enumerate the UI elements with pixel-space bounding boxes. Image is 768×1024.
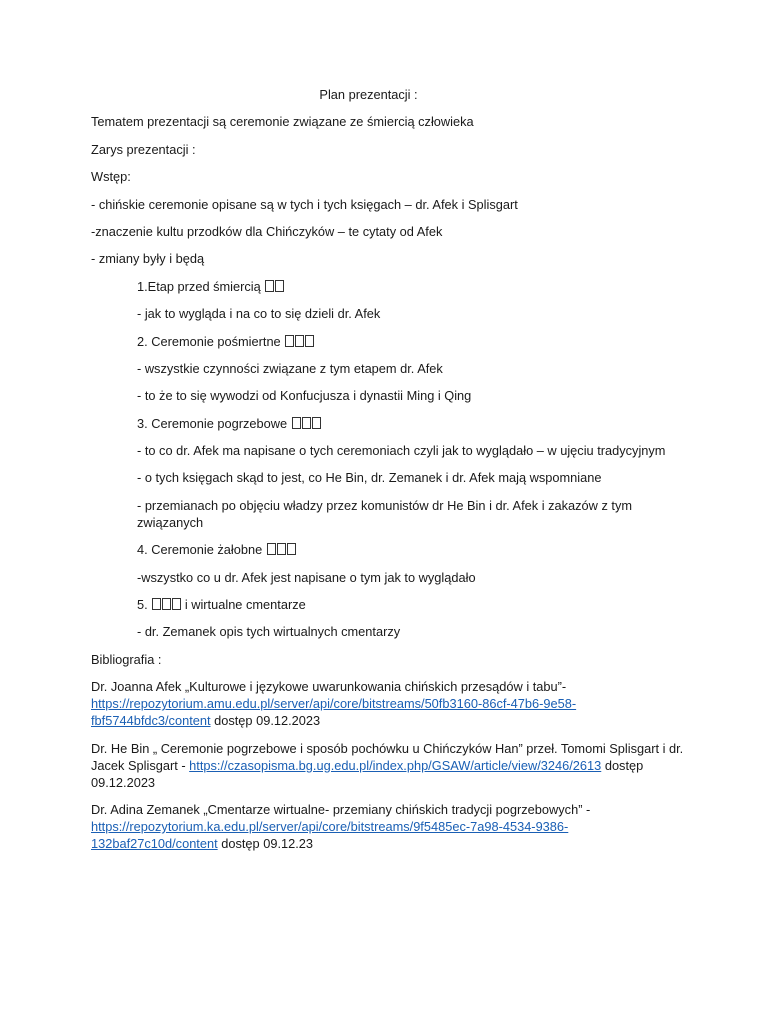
outline-item-text: - o tych księgach skąd to jest, co He Bin, dr. Zemanek i dr. Afek mają wspomniane: [137, 470, 602, 486]
outline-item-text: -wszystko co u dr. Afek jest napisane o tym jak to wyglądało: [137, 569, 476, 585]
outline-item: [91, 305, 691, 322]
missing-glyph-icon: [292, 417, 301, 429]
outline-item-text: - przemianach po objęciu władzy przez komunistów dr He Bin i dr. Afek i zakazów z tym związanych: [137, 497, 633, 530]
intro-point-1: - chińskie ceremonie opisane są w tych i tych księgach – dr. Afek i Splisgart: [91, 196, 518, 212]
outline-item: [91, 278, 691, 295]
bibliography-entry-text: Dr. He Bin „ Ceremonie pogrzebowe i sposób pochówku u Chińczyków Han” przeł. Tomomi Splisgart i dr. Jacek Splisgart -: [91, 740, 684, 773]
missing-glyph-icon: [152, 598, 161, 610]
outline-item: [91, 469, 691, 486]
bibliography-entry: [91, 740, 691, 791]
missing-glyph-icon: [312, 417, 321, 429]
bibliography-access-date: dostęp 09.12.2023: [210, 713, 321, 729]
missing-glyph-icon: [305, 335, 314, 347]
outline-item-number: 5.: [137, 597, 148, 613]
missing-glyph-icon: [277, 543, 286, 555]
bibliography-link[interactable]: https://czasopisma.bg.ug.edu.pl/index.php/GSAW/article/view/3246/2613: [189, 757, 602, 773]
missing-glyph-icon: [275, 280, 284, 292]
outline-item: [91, 497, 691, 531]
intro-point-2: -znaczenie kultu przodków dla Chińczyków – te cytaty od Afek: [91, 223, 443, 239]
outline-item-text: - to co dr. Afek ma napisane o tych ceremoniach czyli jak to wyglądało – w ujęciu tradycyjnym: [137, 443, 666, 459]
document-title: Plan prezentacji :: [319, 87, 418, 102]
bibliography-entry: [91, 678, 691, 729]
intro-heading: Wstęp:: [91, 169, 131, 185]
outline-item: [91, 569, 691, 586]
missing-glyph-icon: [302, 417, 311, 429]
intro-point-3: - zmiany były i będą: [91, 251, 205, 267]
outline-item: [91, 415, 691, 432]
outline-item-text: i wirtualne cmentarze: [184, 597, 306, 613]
bibliography-entry: [91, 801, 691, 852]
bibliography-entry-text: Dr. Joanna Afek „Kulturowe i językowe uwarunkowania chińskich przesądów i tabu”-: [91, 679, 567, 695]
outline-list: [91, 278, 691, 641]
outline-item: [91, 360, 691, 377]
outline-item: [91, 442, 691, 459]
outline-item-text: - jak to wygląda i na co to się dzieli dr. Afek: [137, 306, 381, 322]
outline-item: [91, 596, 691, 613]
missing-glyph-icon: [287, 543, 296, 555]
outline-item: [91, 541, 691, 558]
missing-glyph-icon: [285, 335, 294, 347]
outline-item-text: 3. Ceremonie pogrzebowe: [137, 415, 288, 431]
bibliography-link[interactable]: https://repozytorium.ka.edu.pl/server/api/core/bitstreams/9f5485ec-7a98-4534-9386-132baf27c10d/content: [91, 818, 569, 851]
outline-item: [91, 623, 691, 640]
missing-glyph-icon: [172, 598, 181, 610]
bibliography-heading: Bibliografia :: [91, 651, 162, 667]
outline-item-text: 2. Ceremonie pośmiertne: [137, 333, 281, 349]
missing-glyph-icon: [267, 543, 276, 555]
outline-item-text: - wszystkie czynności związane z tym etapem dr. Afek: [137, 360, 443, 376]
outline-item-text: - to że to się wywodzi od Konfucjusza i dynastii Ming i Qing: [137, 388, 472, 404]
outline-item: [91, 387, 691, 404]
missing-glyph-icon: [265, 280, 274, 292]
outline-heading: Zarys prezentacji :: [91, 141, 196, 157]
missing-glyph-icon: [162, 598, 171, 610]
outline-item-text: 1.Etap przed śmiercią: [137, 278, 261, 294]
bibliography-entry-text: Dr. Adina Zemanek „Cmentarze wirtualne- przemiany chińskich tradycji pogrzebowych” -: [91, 801, 591, 817]
outline-item-text: 4. Ceremonie żałobne: [137, 542, 263, 558]
document-page: [91, 86, 691, 862]
topic-line: Tematem prezentacji są ceremonie związane ze śmiercią człowieka: [91, 114, 474, 130]
bibliography-access-date: dostęp 09.12.23: [217, 835, 314, 851]
outline-item: [91, 333, 691, 350]
bibliography-access-date: dostęp 09.12.2023: [91, 757, 644, 790]
outline-item-text: - dr. Zemanek opis tych wirtualnych cmentarzy: [137, 624, 401, 640]
bibliography-link[interactable]: https://repozytorium.amu.edu.pl/server/api/core/bitstreams/50fb3160-86cf-47b6-9e58-fbf5744bfdc3/content: [91, 696, 577, 729]
missing-glyph-icon: [295, 335, 304, 347]
